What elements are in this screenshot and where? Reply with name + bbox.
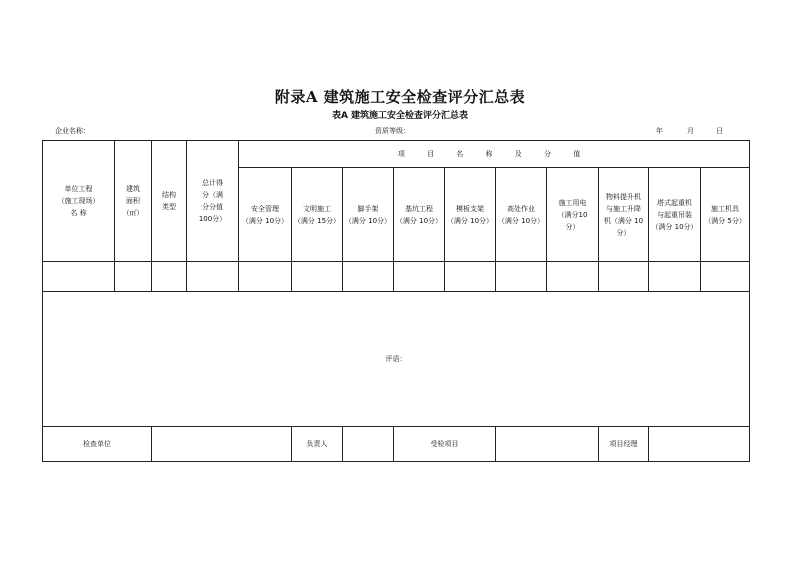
data-cell[interactable]	[496, 262, 547, 292]
data-cell[interactable]	[547, 262, 599, 292]
data-cell[interactable]	[599, 262, 649, 292]
data-cell[interactable]	[649, 262, 701, 292]
summary-table	[42, 140, 750, 462]
page-title: 附录A 建筑施工安全检查评分汇总表	[274, 88, 526, 106]
project-manager-label: 项目经理	[599, 427, 649, 462]
header-total-score: 总计得 分（满 分分值 100分）	[187, 141, 239, 262]
header-item: 物料提升机 与施工升降 机（满分 10 分）	[599, 168, 649, 262]
evaluation-cell[interactable]	[43, 292, 750, 427]
header-unit-project: 单位工程 （施工现场） 名 称	[43, 141, 115, 262]
date-year-label: 年	[656, 127, 663, 135]
inspected-project-field[interactable]	[496, 427, 599, 462]
header-item: 脚手架 （满分 10分）	[343, 168, 394, 262]
data-cell[interactable]	[394, 262, 445, 292]
header-item-group: 项 目 名 称 及 分 值	[239, 141, 750, 168]
header-item: 文明施工 （满分 15分）	[292, 168, 343, 262]
data-cell[interactable]	[115, 262, 152, 292]
header-building-area: 建筑 面积 （㎡）	[115, 141, 152, 262]
inspect-unit-label: 检查单位	[43, 427, 152, 462]
person-in-charge-label: 负责人	[292, 427, 343, 462]
inspect-unit-field[interactable]	[152, 427, 292, 462]
table-subtitle: 表A 建筑施工安全检查评分汇总表	[331, 111, 469, 121]
header-item: 模板支架 （满分 10分）	[445, 168, 496, 262]
header-item: 高处作业 （满分 10分）	[496, 168, 547, 262]
table-row	[43, 262, 750, 292]
date-month-label: 月	[687, 127, 694, 135]
date-day-label: 日	[716, 127, 723, 135]
header-item: 施工用电 （满分10 分）	[547, 168, 599, 262]
data-cell[interactable]	[445, 262, 496, 292]
inspected-project-label: 受检项目	[394, 427, 496, 462]
data-cell[interactable]	[187, 262, 239, 292]
qualification-grade-label: 资质等级：	[375, 127, 410, 135]
company-name-label: 企业名称：	[55, 127, 90, 135]
data-cell[interactable]	[239, 262, 292, 292]
project-manager-field[interactable]	[649, 427, 750, 462]
data-cell[interactable]	[701, 262, 750, 292]
data-cell[interactable]	[152, 262, 187, 292]
header-item: 施工机具 （满分 5分）	[701, 168, 750, 262]
data-cell[interactable]	[343, 262, 394, 292]
header-item: 安全管理 （满分 10分）	[239, 168, 292, 262]
header-item: 基坑工程 （满分 10分）	[394, 168, 445, 262]
header-structure-type: 结构 类型	[152, 141, 187, 262]
person-in-charge-field[interactable]	[343, 427, 394, 462]
data-cell[interactable]	[292, 262, 343, 292]
data-cell[interactable]	[43, 262, 115, 292]
header-item: 塔式起重机 与起重吊装 （满分 10分）	[649, 168, 701, 262]
evaluation-label: 评语：	[385, 355, 407, 363]
